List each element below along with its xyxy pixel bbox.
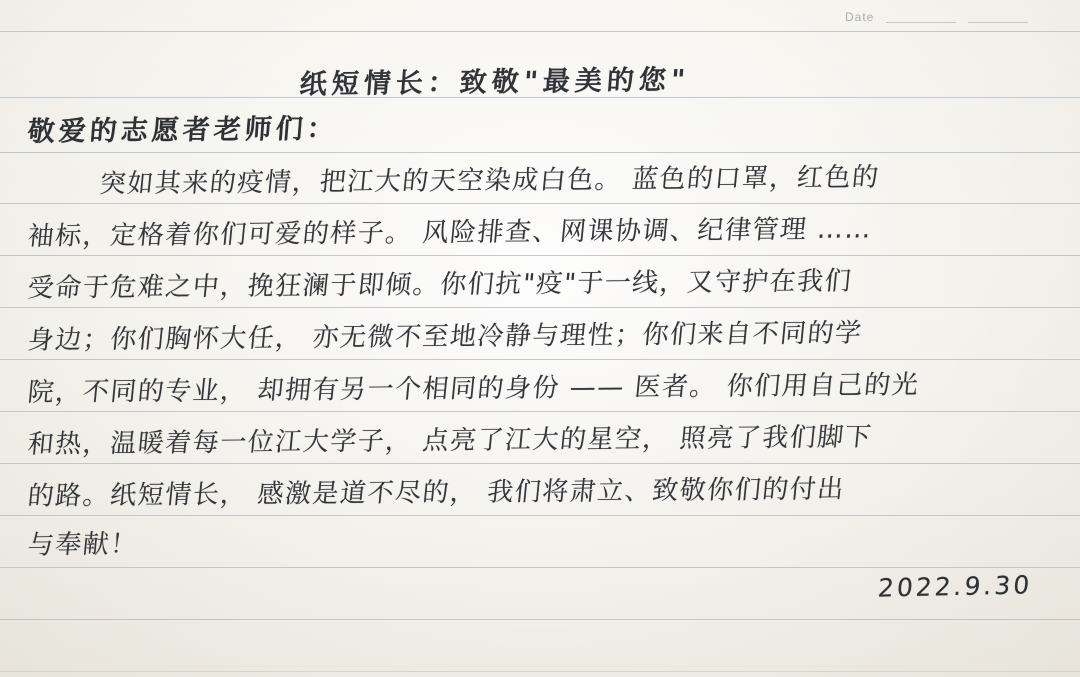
rule-line bbox=[0, 567, 1080, 568]
body-line: 身边；你们胸怀大任， 亦无微不至地冷静与理性；你们来自不同的学 bbox=[26, 318, 864, 356]
body-line: 的路。纸短情长， 感激是道不尽的， 我们将肃立、致敬你们的付出 bbox=[26, 474, 847, 512]
rule-line bbox=[0, 411, 1080, 412]
body-line: 和热，温暖着每一位江大学子， 点亮了江大的星空， 照亮了我们脚下 bbox=[26, 422, 874, 460]
letter-salutation: 敬爱的志愿者老师们： bbox=[26, 113, 339, 148]
rule-line bbox=[0, 31, 1080, 32]
date-blank-rule bbox=[886, 22, 956, 23]
rule-line bbox=[0, 619, 1080, 620]
body-line: 袖标，定格着你们可爱的样子。 风险排查、网课协调、纪律管理 …… bbox=[26, 214, 874, 252]
rule-line bbox=[0, 152, 1080, 153]
rule-line bbox=[0, 671, 1080, 672]
rule-line bbox=[0, 463, 1080, 464]
rule-line bbox=[0, 255, 1080, 256]
rule-line bbox=[0, 515, 1080, 516]
body-line: 受命于危难之中，挽狂澜于即倾。你们抗"疫"于一线，又守护在我们 bbox=[26, 266, 854, 304]
body-line: 与奉献！ bbox=[26, 529, 140, 561]
date-blank-rule bbox=[968, 22, 1028, 23]
body-line: 突如其来的疫情，把江大的天空染成白色。 蓝色的口罩，红色的 bbox=[98, 162, 881, 200]
rule-line bbox=[0, 203, 1080, 204]
body-line: 院，不同的专业， 却拥有另一个相同的身份 —— 医者。 你们用自己的光 bbox=[26, 370, 921, 408]
signature-date: 2022.9.30 bbox=[876, 570, 1034, 603]
rule-line bbox=[0, 307, 1080, 308]
rule-line bbox=[0, 359, 1080, 360]
printed-date-label: Date bbox=[845, 10, 875, 24]
letter-title: 纸短情长：致敬"最美的您" bbox=[298, 64, 692, 101]
